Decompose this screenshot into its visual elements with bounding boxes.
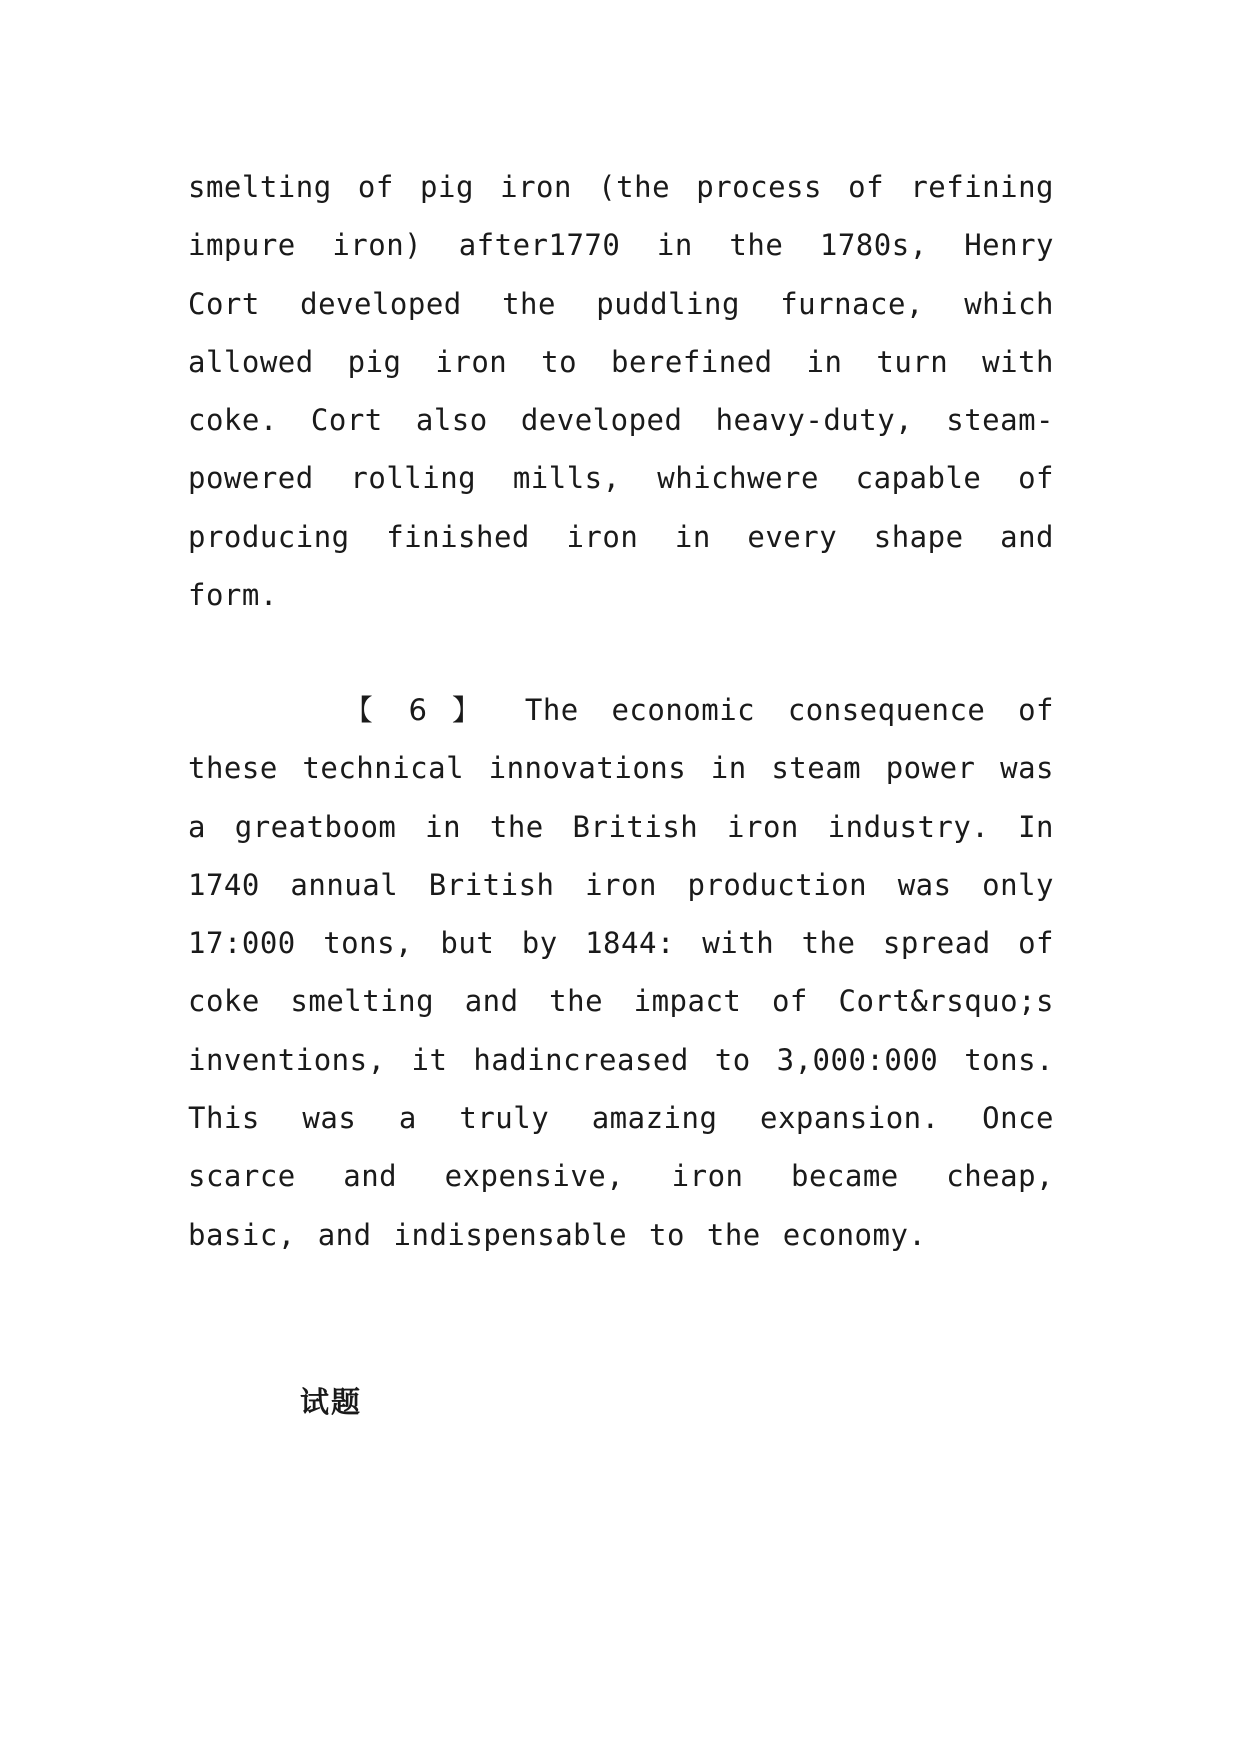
paragraph-number-marker: 【 6 】 (333, 693, 493, 727)
body-paragraph-2-text: The economic consequence of these technical innovations in steam power was a greatboom in the British iron industry. In 1740 annual British iron production was only 17:000 tons, but by 1844: with the spread of coke smelting and the impact of Cort&rsquo;s inventions, it hadincreased to 3,000:000 tons. This was a truly amazing expansion. Once scarce and expensive, iron became cheap, basic, and indispensable to the economy. (188, 693, 1055, 1252)
section-heading: 试题 (300, 1385, 363, 1419)
body-paragraph-1: smelting of pig iron (the process of refining impure iron) after1770 in the 1780s, Henry Cort developed the puddling furnace, which allowed pig iron to berefined in turn with coke. Cort also developed heavy-duty, steam-powered rolling mills, whichwere capable of producing finished iron in every shape and form. (188, 170, 1054, 613)
body-paragraph-2 (188, 681, 1054, 1264)
